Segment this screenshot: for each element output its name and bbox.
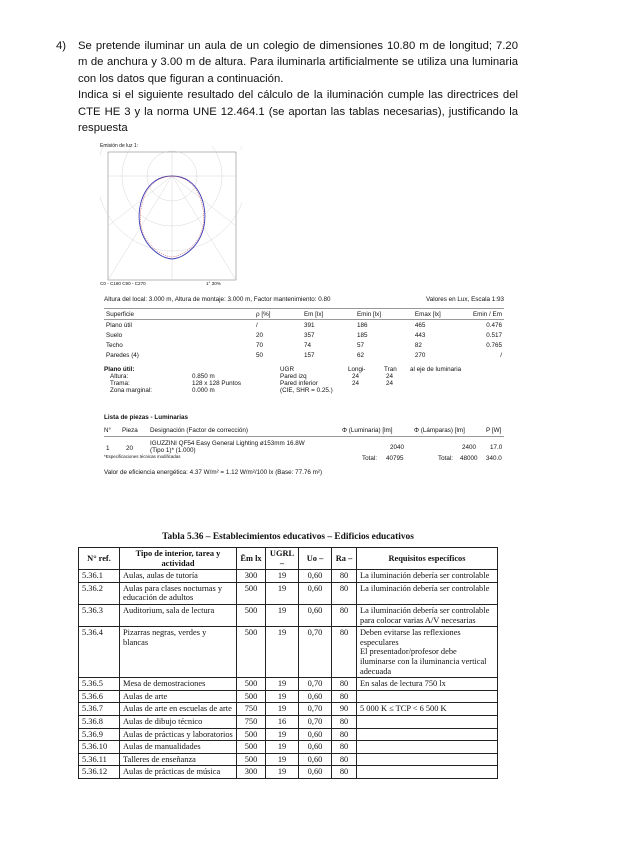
results-cell: 0.765 <box>486 341 502 349</box>
pieces-col: P [W] <box>486 427 502 434</box>
table-row <box>79 715 498 728</box>
figure-title: Emisión de luz 1: <box>100 143 139 149</box>
table-cell: La iluminación debería ser controlable para colocar varias A/V necesarias <box>357 604 498 626</box>
total-label-2: Total: <box>438 455 454 462</box>
table-cell <box>357 690 498 703</box>
results-col: ρ [%] <box>256 310 271 318</box>
results-row <box>104 350 504 360</box>
question-number: 4) <box>56 40 67 52</box>
ugr-title: UGR <box>280 366 294 373</box>
pieces-col: Φ (Lámparas) [lm] <box>414 427 465 434</box>
table-cell: Aulas de prácticas y laboratorios <box>120 728 237 741</box>
table-cell: 0,60 <box>299 690 332 703</box>
table-cell: 500 <box>237 728 266 741</box>
results-cell: 157 <box>303 351 315 359</box>
table-cell: 0,60 <box>299 753 332 766</box>
longi-value: 24 <box>352 380 360 387</box>
header-cell: Uo – <box>299 548 332 570</box>
table-cell <box>357 741 498 754</box>
table-cell: 19 <box>266 582 299 604</box>
table-cell <box>357 715 498 728</box>
results-header-right: Valores en Lux, Escala 1:93 <box>426 296 504 303</box>
plano-value: 128 x 128 Puntos <box>192 380 242 387</box>
table-cell: 5.36.7 <box>79 703 120 716</box>
table-cell: 19 <box>266 703 299 716</box>
polar-light-distribution-diagram <box>100 146 242 290</box>
results-row <box>104 320 504 331</box>
table-cell: 80 <box>332 604 357 626</box>
table-cell: 0,60 <box>299 728 332 741</box>
pieces-col: Pieza <box>122 427 138 434</box>
table-cell: 500 <box>237 690 266 703</box>
table-row <box>79 678 498 691</box>
pieces-cell: 2040 <box>390 444 405 451</box>
ugr-label: Pared inferior <box>280 380 318 387</box>
results-cell: 186 <box>356 321 368 329</box>
table-cell: 5 000 K ≤ TCP < 6 500 K <box>357 703 498 716</box>
pieces-sub: (Tipo 1)* (1.000) <box>150 447 196 454</box>
table-cell: Deben evitarse las reflexiones especulares El presentador/profesor debe iluminarse con la iluminancia vertical adecuada <box>357 627 498 678</box>
table-cell: 5.36.4 <box>79 627 120 678</box>
pieces-note: *Especificaciones técnicas modificadas <box>104 454 181 459</box>
table-cell: 0,60 <box>299 766 332 779</box>
pieces-col: Φ (Luminaria) [lm] <box>342 427 393 434</box>
header-cell: Ra – <box>332 548 357 570</box>
results-row <box>104 340 504 350</box>
table-cell: 16 <box>266 715 299 728</box>
table-cell: Pizarras negras, verdes y blancas <box>120 627 237 678</box>
results-cell: 185 <box>356 331 368 339</box>
table-cell: 0,70 <box>299 627 332 678</box>
table-row <box>79 627 498 678</box>
table-row <box>79 703 498 716</box>
results-cell: Paredes (4) <box>106 351 139 359</box>
table-cell: 5.36.2 <box>79 582 120 604</box>
question-paragraph-1: Se pretende iluminar un aula de un colegio de dimensiones 10.80 m de longitud; 7.20 m de anchura y 3.00 m de altura. Para iluminarla artificialmente se utiliza una luminaria con los datos que figuran a continuación. <box>78 40 518 85</box>
results-col: Emin [lx] <box>356 310 382 318</box>
table-cell: 5.36.9 <box>79 728 120 741</box>
table-cell: 0,70 <box>299 703 332 716</box>
table-cell: Aulas de arte <box>120 690 237 703</box>
table-cell: 5.36.8 <box>79 715 120 728</box>
table-cell: 750 <box>237 703 266 716</box>
table-cell <box>357 766 498 779</box>
results-cell: 0.517 <box>486 331 502 339</box>
table-cell: 750 <box>237 715 266 728</box>
table-cell: 5.36.12 <box>79 766 120 779</box>
table-header-row <box>79 548 498 570</box>
plano-value: 0.000 m <box>192 387 215 394</box>
total-power: 340.0 <box>486 455 502 462</box>
table-cell: 19 <box>266 766 299 779</box>
table-cell: 500 <box>237 678 266 691</box>
plano-label: Trama: <box>110 380 130 387</box>
results-cell: Techo <box>106 341 123 349</box>
table-cell: 19 <box>266 604 299 626</box>
table-cell <box>357 753 498 766</box>
table-cell: 500 <box>237 604 266 626</box>
table-cell: 19 <box>266 728 299 741</box>
table-cell: 500 <box>237 627 266 678</box>
table-cell: 80 <box>332 715 357 728</box>
results-cell: 357 <box>303 331 315 339</box>
table-cell: 5.36.10 <box>79 741 120 754</box>
table-cell: 5.36.6 <box>79 690 120 703</box>
plano-label: Altura: <box>110 373 129 380</box>
table-row <box>79 753 498 766</box>
ugr-label: Pared izq <box>280 373 307 380</box>
header-cell: Requisitos específicos <box>357 548 498 570</box>
plano-util-block <box>104 366 504 412</box>
ugr-label: (CIE, SHR = 0.25.) <box>280 387 333 394</box>
table-cell: Aulas de arte en escuelas de arte <box>120 703 237 716</box>
results-cell: 50 <box>256 351 264 359</box>
results-col: Superficie <box>106 310 135 318</box>
tran-value: 24 <box>386 380 394 387</box>
results-cell: / <box>256 321 258 329</box>
results-cell: 74 <box>303 341 311 349</box>
results-cell: Suelo <box>106 331 123 339</box>
table-row <box>79 604 498 626</box>
table-cell: En salas de lectura 750 lx <box>357 678 498 691</box>
table-row <box>79 690 498 703</box>
table-row <box>79 766 498 779</box>
efficiency-value: Valor de eficiencia energética: 4.37 W/m² = 1.12 W/m²/100 lx (Base: 77.76 m²) <box>104 469 323 476</box>
table-cell: 0,70 <box>299 715 332 728</box>
table-row <box>79 728 498 741</box>
table-cell: 0,60 <box>299 604 332 626</box>
results-cell: Plano útil <box>106 321 132 329</box>
results-cell: 391 <box>303 321 315 329</box>
question-paragraph-2: Indica si el siguiente resultado del cálculo de la iluminación cumple las directrices del CTE HE 3 y la norma UNE 12.464.1 (se aportan las tablas necesarias), justificando la respuesta <box>78 89 518 135</box>
table-cell: 500 <box>237 753 266 766</box>
table-cell: 300 <box>237 766 266 779</box>
table-cell: 80 <box>332 728 357 741</box>
table-cell: 80 <box>332 753 357 766</box>
table-cell: 19 <box>266 570 299 583</box>
table-cell: 5.36.1 <box>79 570 120 583</box>
table-cell: 90 <box>332 703 357 716</box>
table-row <box>79 741 498 754</box>
results-header-row <box>104 309 504 320</box>
table-cell: La iluminación debería ser controlable <box>357 582 498 604</box>
results-cell: 20 <box>256 331 264 339</box>
tran-title: Tran <box>384 366 397 373</box>
table-cell: 0,60 <box>299 570 332 583</box>
results-cell: / <box>500 351 502 359</box>
figure-legend: C0 - C180 C90 - C270 <box>100 281 146 286</box>
results-col: Emin / Em <box>472 310 502 318</box>
question-block <box>56 38 518 136</box>
table-cell: 19 <box>266 627 299 678</box>
table-cell: Auditorium, sala de lectura <box>120 604 237 626</box>
table-cell: 19 <box>266 690 299 703</box>
table-cell <box>357 728 498 741</box>
pieces-cell: IGUZZINI QF54 Easy General Lighting ø153mm 16.8W <box>150 440 305 447</box>
table-cell: Aulas para clases nocturnas y educación de adultos <box>120 582 237 604</box>
table-cell: 80 <box>332 570 357 583</box>
header-cell: Ēm lx <box>237 548 266 570</box>
table-cell: Aulas de prácticas de música <box>120 766 237 779</box>
table-cell: La iluminación debería ser controlable <box>357 570 498 583</box>
header-cell: N° ref. <box>79 548 120 570</box>
table-cell: Aulas de manualidades <box>120 741 237 754</box>
figure-angle-note: 1° 30% <box>206 281 221 286</box>
table-cell: 80 <box>332 741 357 754</box>
pieces-col: Designación (Factor de corrección) <box>150 427 248 434</box>
table-cell: 80 <box>332 690 357 703</box>
table-cell: Mesa de demostraciones <box>120 678 237 691</box>
results-cell: 443 <box>414 331 426 339</box>
table-cell: Talleres de enseñanza <box>120 753 237 766</box>
results-cell: 57 <box>356 341 364 349</box>
pieces-title: Lista de piezas - Luminarias <box>104 414 188 421</box>
table-cell: 0,70 <box>299 678 332 691</box>
pieces-list <box>104 427 504 485</box>
table-cell: 300 <box>237 570 266 583</box>
pieces-cell: 1 <box>106 445 110 452</box>
results-cell: 62 <box>356 351 364 359</box>
education-lighting-table <box>78 532 498 779</box>
pieces-cell: 20 <box>126 445 134 452</box>
header-cell: UGRL – <box>266 548 299 570</box>
total-label: Total: <box>362 455 378 462</box>
results-cell: 70 <box>256 341 264 349</box>
axis-note: al eje de luminaria <box>410 366 462 373</box>
plano-label: Zona marginal: <box>110 387 152 394</box>
tran-value: 24 <box>386 373 394 380</box>
table-cell: 5.36.11 <box>79 753 120 766</box>
table-cell: 80 <box>332 766 357 779</box>
results-col: Emax [lx] <box>414 310 441 318</box>
table-row <box>79 570 498 583</box>
pieces-cell: 2400 <box>462 444 477 451</box>
total-lum: 40795 <box>386 455 404 462</box>
table-cell: 80 <box>332 627 357 678</box>
results-row <box>104 330 504 340</box>
results-col: Em [lx] <box>303 310 324 318</box>
longi-value: 24 <box>352 373 360 380</box>
table-cell: 80 <box>332 582 357 604</box>
results-cell: 0.476 <box>486 321 502 329</box>
table-cell: 500 <box>237 582 266 604</box>
total-lamp: 48000 <box>460 455 478 462</box>
results-cell: 270 <box>414 351 426 359</box>
table-cell: Aulas de dibujo técnico <box>120 715 237 728</box>
pieces-cell: 17.0 <box>490 444 503 451</box>
table-cell: 0,60 <box>299 582 332 604</box>
results-cell: 82 <box>414 341 422 349</box>
results-cell: 465 <box>414 321 426 329</box>
results-header-left: Altura del local: 3.000 m, Altura de montaje: 3.000 m, Factor mantenimiento: 0.80 <box>104 296 331 303</box>
header-cell: Tipo de interior, tarea y actividad <box>120 548 237 570</box>
calculation-results <box>104 296 504 485</box>
plano-title: Plano útil: <box>104 366 135 373</box>
table-cell: 19 <box>266 678 299 691</box>
plano-value: 0.850 m <box>192 373 215 380</box>
table-cell: 0,60 <box>299 741 332 754</box>
table-cell: Aulas, aulas de tutoría <box>120 570 237 583</box>
table-cell: 500 <box>237 741 266 754</box>
table-cell: 5.36.5 <box>79 678 120 691</box>
table-cell: 80 <box>332 678 357 691</box>
longi-title: Longi- <box>348 366 366 373</box>
table-cell: 19 <box>266 741 299 754</box>
results-table <box>104 308 504 360</box>
table-row <box>79 582 498 604</box>
table-cell: 19 <box>266 753 299 766</box>
pieces-col: N° <box>104 427 112 434</box>
table-cell: 5.36.3 <box>79 604 120 626</box>
table-caption: Tabla 5.36 – Establecimientos educativos – Edificios educativos <box>162 532 414 542</box>
